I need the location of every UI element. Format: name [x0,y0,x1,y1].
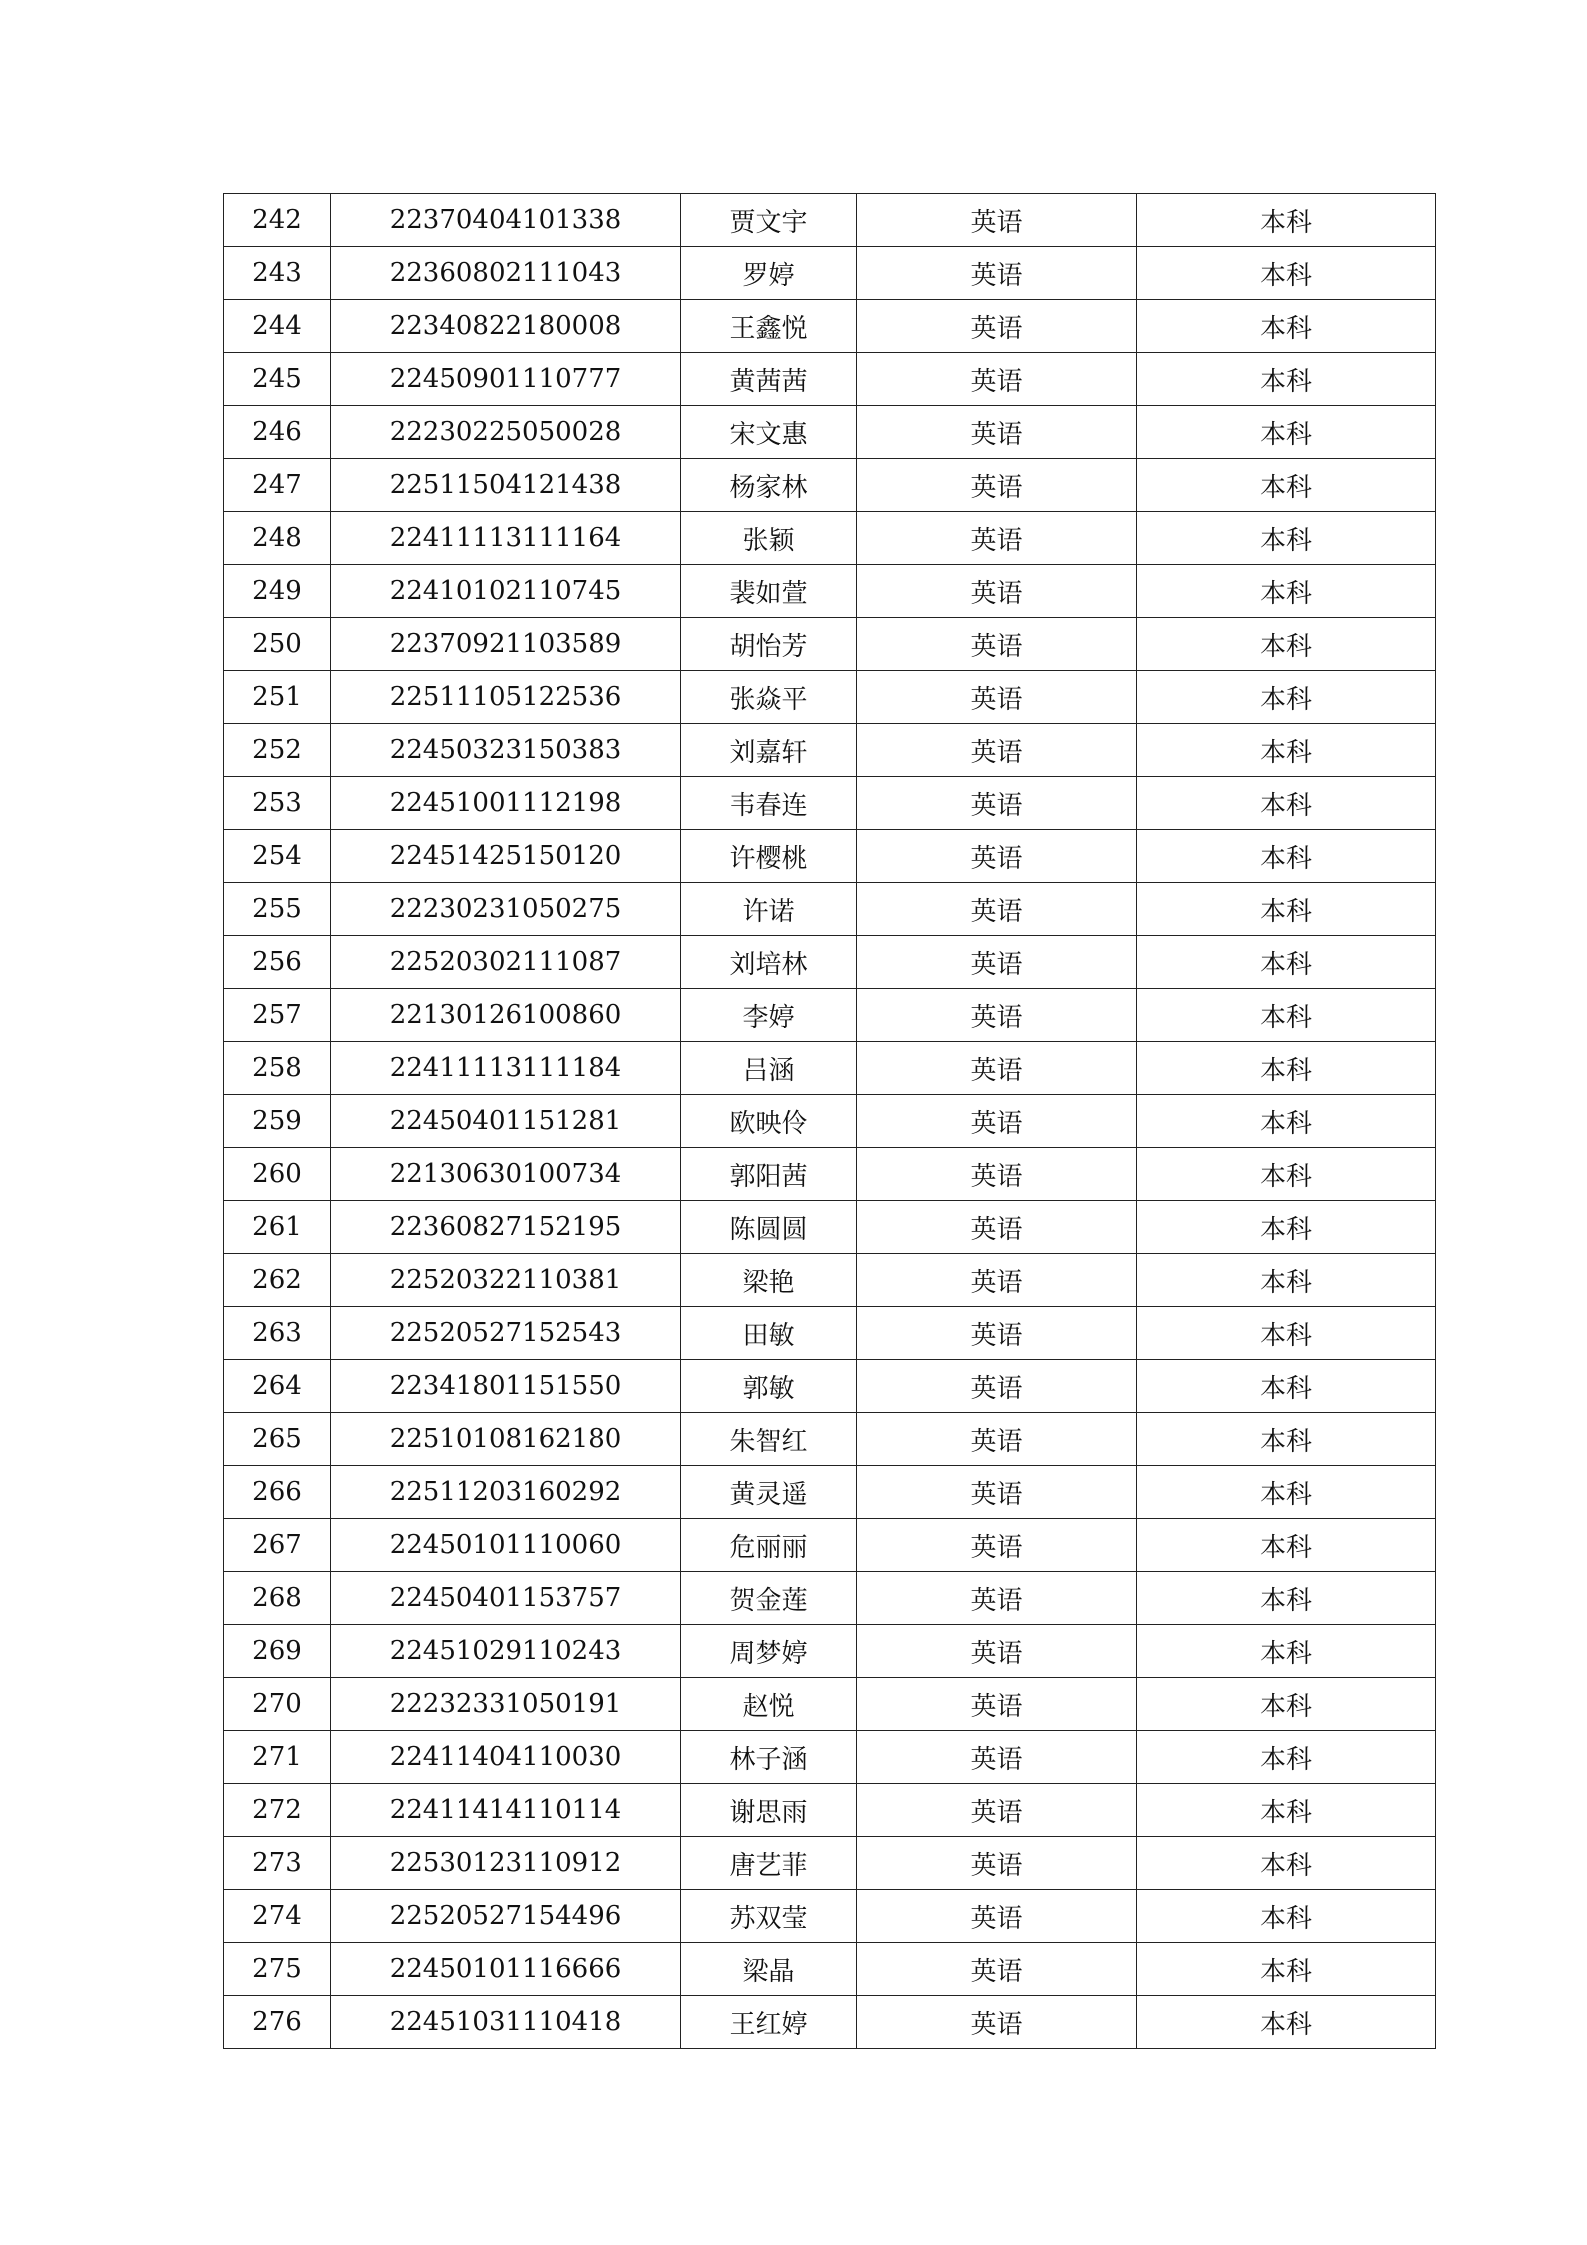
exam-id-cell: 22232331050191 [331,1678,681,1731]
row-number-cell: 261 [224,1201,331,1254]
education-level-cell: 本科 [1137,1519,1436,1572]
education-level-cell: 本科 [1137,1201,1436,1254]
education-level-cell: 本科 [1137,353,1436,406]
student-name-cell: 王红婷 [681,1996,857,2049]
education-level-cell: 本科 [1137,1784,1436,1837]
table-row [224,936,1436,989]
row-number-cell: 259 [224,1095,331,1148]
major-cell: 英语 [857,512,1137,565]
student-name-cell: 罗婷 [681,247,857,300]
row-number-cell: 263 [224,1307,331,1360]
exam-id-cell: 22450901110777 [331,353,681,406]
exam-id-cell: 22450401151281 [331,1095,681,1148]
exam-id-cell: 22511203160292 [331,1466,681,1519]
student-name-cell: 许樱桃 [681,830,857,883]
exam-id-cell: 22340822180008 [331,300,681,353]
row-number-cell: 255 [224,883,331,936]
student-name-cell: 苏双莹 [681,1890,857,1943]
table-row [224,1360,1436,1413]
exam-id-cell: 22450101110060 [331,1519,681,1572]
education-level-cell: 本科 [1137,1890,1436,1943]
exam-id-cell: 22370404101338 [331,194,681,247]
student-name-cell: 杨家林 [681,459,857,512]
exam-id-cell: 22411414110114 [331,1784,681,1837]
major-cell: 英语 [857,618,1137,671]
table-row [224,194,1436,247]
table-row [224,565,1436,618]
row-number-cell: 253 [224,777,331,830]
table-row [224,1943,1436,1996]
table-row [224,618,1436,671]
major-cell: 英语 [857,1837,1137,1890]
student-name-cell: 危丽丽 [681,1519,857,1572]
education-level-cell: 本科 [1137,1996,1436,2049]
exam-id-cell: 22450101116666 [331,1943,681,1996]
education-level-cell: 本科 [1137,1148,1436,1201]
row-number-cell: 257 [224,989,331,1042]
table-row [224,1890,1436,1943]
major-cell: 英语 [857,1996,1137,2049]
education-level-cell: 本科 [1137,989,1436,1042]
student-name-cell: 胡怡芳 [681,618,857,671]
student-name-cell: 李婷 [681,989,857,1042]
exam-id-cell: 22450323150383 [331,724,681,777]
exam-id-cell: 22360827152195 [331,1201,681,1254]
education-level-cell: 本科 [1137,247,1436,300]
row-number-cell: 274 [224,1890,331,1943]
table-row [224,1996,1436,2049]
row-number-cell: 252 [224,724,331,777]
table-row [224,512,1436,565]
table-row [224,724,1436,777]
student-name-cell: 韦春连 [681,777,857,830]
student-name-cell: 贺金莲 [681,1572,857,1625]
table-row [224,406,1436,459]
row-number-cell: 276 [224,1996,331,2049]
exam-id-cell: 22230231050275 [331,883,681,936]
student-name-cell: 刘嘉轩 [681,724,857,777]
exam-id-cell: 22451425150120 [331,830,681,883]
major-cell: 英语 [857,1519,1137,1572]
table-row [224,1201,1436,1254]
row-number-cell: 256 [224,936,331,989]
education-level-cell: 本科 [1137,1572,1436,1625]
table-row [224,459,1436,512]
education-level-cell: 本科 [1137,300,1436,353]
row-number-cell: 271 [224,1731,331,1784]
major-cell: 英语 [857,1095,1137,1148]
row-number-cell: 269 [224,1625,331,1678]
student-name-cell: 郭阳茜 [681,1148,857,1201]
table-row [224,883,1436,936]
table-row [224,777,1436,830]
exam-id-cell: 22520527152543 [331,1307,681,1360]
table-row [224,1784,1436,1837]
major-cell: 英语 [857,353,1137,406]
table-body [224,194,1436,2049]
exam-id-cell: 22510108162180 [331,1413,681,1466]
table-row [224,1148,1436,1201]
student-name-cell: 欧映伶 [681,1095,857,1148]
exam-id-cell: 22451001112198 [331,777,681,830]
student-name-cell: 谢思雨 [681,1784,857,1837]
exam-id-cell: 22411113111184 [331,1042,681,1095]
row-number-cell: 272 [224,1784,331,1837]
education-level-cell: 本科 [1137,1943,1436,1996]
admission-list-table [223,193,1436,2049]
major-cell: 英语 [857,1466,1137,1519]
table-row [224,247,1436,300]
table-row [224,1042,1436,1095]
row-number-cell: 267 [224,1519,331,1572]
row-number-cell: 258 [224,1042,331,1095]
education-level-cell: 本科 [1137,1413,1436,1466]
student-name-cell: 周梦婷 [681,1625,857,1678]
major-cell: 英语 [857,724,1137,777]
student-name-cell: 朱智红 [681,1413,857,1466]
row-number-cell: 250 [224,618,331,671]
major-cell: 英语 [857,830,1137,883]
student-name-cell: 宋文惠 [681,406,857,459]
row-number-cell: 248 [224,512,331,565]
major-cell: 英语 [857,1307,1137,1360]
table-row [224,1307,1436,1360]
education-level-cell: 本科 [1137,724,1436,777]
row-number-cell: 275 [224,1943,331,1996]
exam-id-cell: 22411404110030 [331,1731,681,1784]
major-cell: 英语 [857,1254,1137,1307]
major-cell: 英语 [857,777,1137,830]
row-number-cell: 266 [224,1466,331,1519]
exam-id-cell: 22341801151550 [331,1360,681,1413]
education-level-cell: 本科 [1137,194,1436,247]
major-cell: 英语 [857,883,1137,936]
row-number-cell: 244 [224,300,331,353]
row-number-cell: 260 [224,1148,331,1201]
major-cell: 英语 [857,1678,1137,1731]
major-cell: 英语 [857,1148,1137,1201]
table-row [224,1254,1436,1307]
education-level-cell: 本科 [1137,1095,1436,1148]
student-name-cell: 黄灵遥 [681,1466,857,1519]
major-cell: 英语 [857,300,1137,353]
student-name-cell: 林子涵 [681,1731,857,1784]
table-row [224,1095,1436,1148]
exam-id-cell: 22360802111043 [331,247,681,300]
education-level-cell: 本科 [1137,1360,1436,1413]
education-level-cell: 本科 [1137,406,1436,459]
row-number-cell: 242 [224,194,331,247]
major-cell: 英语 [857,989,1137,1042]
education-level-cell: 本科 [1137,512,1436,565]
student-name-cell: 梁晶 [681,1943,857,1996]
table-row [224,1625,1436,1678]
exam-id-cell: 22451031110418 [331,1996,681,2049]
education-level-cell: 本科 [1137,1307,1436,1360]
table-row [224,300,1436,353]
education-level-cell: 本科 [1137,618,1436,671]
education-level-cell: 本科 [1137,830,1436,883]
row-number-cell: 265 [224,1413,331,1466]
education-level-cell: 本科 [1137,1625,1436,1678]
exam-id-cell: 22530123110912 [331,1837,681,1890]
table-row [224,671,1436,724]
student-name-cell: 张颖 [681,512,857,565]
student-name-cell: 梁艳 [681,1254,857,1307]
student-name-cell: 唐艺菲 [681,1837,857,1890]
student-name-cell: 吕涵 [681,1042,857,1095]
exam-id-cell: 22451029110243 [331,1625,681,1678]
exam-id-cell: 22511504121438 [331,459,681,512]
major-cell: 英语 [857,194,1137,247]
major-cell: 英语 [857,1042,1137,1095]
row-number-cell: 246 [224,406,331,459]
table-row [224,1572,1436,1625]
student-name-cell: 张焱平 [681,671,857,724]
student-name-cell: 刘培林 [681,936,857,989]
major-cell: 英语 [857,1201,1137,1254]
student-name-cell: 裴如萱 [681,565,857,618]
table-row [224,1678,1436,1731]
education-level-cell: 本科 [1137,1466,1436,1519]
row-number-cell: 247 [224,459,331,512]
major-cell: 英语 [857,671,1137,724]
education-level-cell: 本科 [1137,671,1436,724]
exam-id-cell: 22410102110745 [331,565,681,618]
student-name-cell: 王鑫悦 [681,300,857,353]
exam-id-cell: 22450401153757 [331,1572,681,1625]
education-level-cell: 本科 [1137,883,1436,936]
education-level-cell: 本科 [1137,1731,1436,1784]
student-name-cell: 赵悦 [681,1678,857,1731]
row-number-cell: 273 [224,1837,331,1890]
table-row [224,830,1436,883]
row-number-cell: 249 [224,565,331,618]
student-name-cell: 田敏 [681,1307,857,1360]
major-cell: 英语 [857,247,1137,300]
table-row [224,353,1436,406]
exam-id-cell: 22130630100734 [331,1148,681,1201]
major-cell: 英语 [857,1731,1137,1784]
student-name-cell: 贾文宇 [681,194,857,247]
row-number-cell: 245 [224,353,331,406]
education-level-cell: 本科 [1137,1042,1436,1095]
table-row [224,1519,1436,1572]
major-cell: 英语 [857,459,1137,512]
table-row [224,1837,1436,1890]
major-cell: 英语 [857,1625,1137,1678]
education-level-cell: 本科 [1137,936,1436,989]
major-cell: 英语 [857,406,1137,459]
row-number-cell: 270 [224,1678,331,1731]
education-level-cell: 本科 [1137,565,1436,618]
row-number-cell: 251 [224,671,331,724]
table-row [224,989,1436,1042]
student-name-cell: 陈圆圆 [681,1201,857,1254]
table-row [224,1466,1436,1519]
row-number-cell: 264 [224,1360,331,1413]
exam-id-cell: 22411113111164 [331,512,681,565]
exam-id-cell: 22520302111087 [331,936,681,989]
major-cell: 英语 [857,565,1137,618]
exam-id-cell: 22130126100860 [331,989,681,1042]
education-level-cell: 本科 [1137,1254,1436,1307]
exam-id-cell: 22520322110381 [331,1254,681,1307]
exam-id-cell: 22230225050028 [331,406,681,459]
major-cell: 英语 [857,936,1137,989]
row-number-cell: 268 [224,1572,331,1625]
student-name-cell: 许诺 [681,883,857,936]
education-level-cell: 本科 [1137,777,1436,830]
major-cell: 英语 [857,1943,1137,1996]
education-level-cell: 本科 [1137,459,1436,512]
row-number-cell: 262 [224,1254,331,1307]
exam-id-cell: 22520527154496 [331,1890,681,1943]
education-level-cell: 本科 [1137,1678,1436,1731]
exam-id-cell: 22370921103589 [331,618,681,671]
education-level-cell: 本科 [1137,1837,1436,1890]
row-number-cell: 243 [224,247,331,300]
major-cell: 英语 [857,1413,1137,1466]
table-row [224,1413,1436,1466]
student-name-cell: 郭敏 [681,1360,857,1413]
major-cell: 英语 [857,1360,1137,1413]
major-cell: 英语 [857,1890,1137,1943]
exam-id-cell: 22511105122536 [331,671,681,724]
row-number-cell: 254 [224,830,331,883]
table-row [224,1731,1436,1784]
major-cell: 英语 [857,1572,1137,1625]
student-name-cell: 黄茜茜 [681,353,857,406]
major-cell: 英语 [857,1784,1137,1837]
